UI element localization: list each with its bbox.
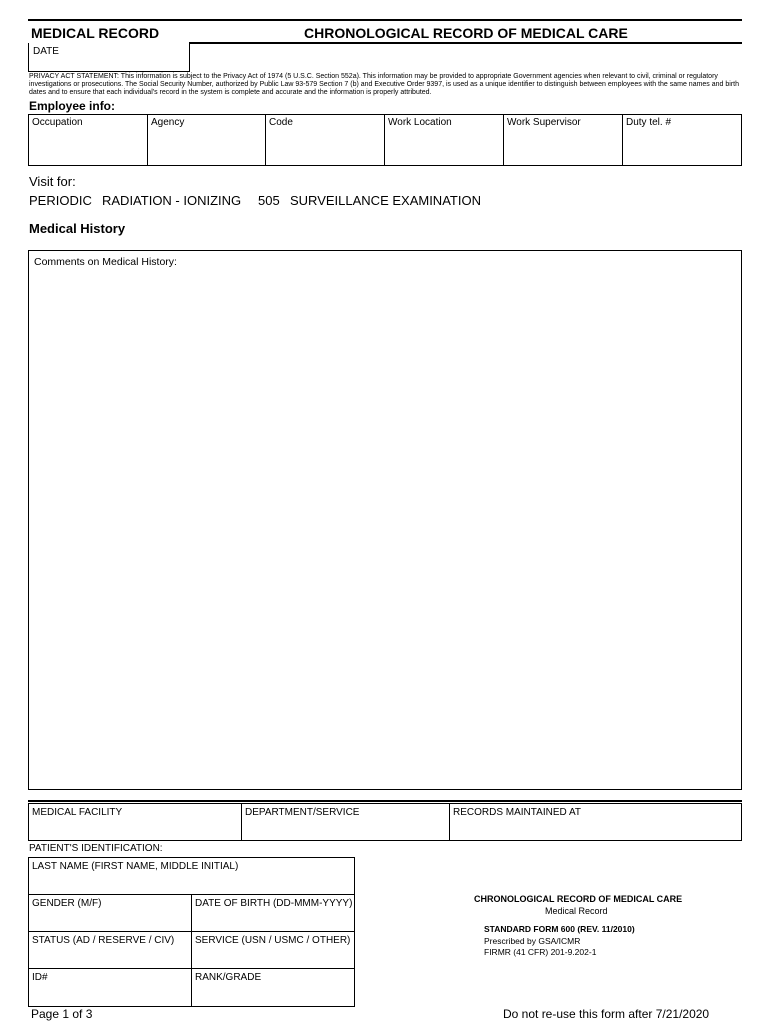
date-label: DATE — [33, 46, 59, 57]
form-info-subtitle: Medical Record — [545, 906, 608, 916]
code-field[interactable] — [265, 114, 385, 166]
visit-hazard: RADIATION - IONIZING — [102, 193, 242, 208]
department-label: DEPARTMENT/SERVICE — [245, 807, 360, 818]
firmr-reference: FIRMR (41 CFR) 201-9.202-1 — [484, 947, 597, 957]
agency-label: Agency — [151, 117, 185, 128]
records-maintained-label: RECORDS MAINTAINED AT — [453, 807, 581, 818]
employee-info-heading: Employee info: — [29, 99, 116, 113]
gender-label: GENDER (M/F) — [32, 898, 102, 909]
comments-label: Comments on Medical History: — [34, 256, 177, 268]
form-title: CHRONOLOGICAL RECORD OF MEDICAL CARE — [304, 25, 628, 41]
id-label: ID# — [32, 972, 48, 983]
status-field[interactable] — [28, 931, 192, 969]
dob-field[interactable] — [191, 894, 355, 932]
date-field[interactable] — [28, 43, 190, 71]
work-supervisor-field[interactable] — [503, 114, 623, 166]
reuse-notice: Do not re-use this form after 7/21/2020 — [503, 1007, 710, 1021]
work-supervisor-label: Work Supervisor — [507, 117, 581, 128]
page-number: Page 1 of 3 — [31, 1007, 93, 1021]
gender-field[interactable] — [28, 894, 192, 932]
standard-form-number: STANDARD FORM 600 (REV. 11/2010) — [484, 924, 635, 934]
privacy-act-statement: PRIVACY ACT STATEMENT: This information is subject to the Privacy Act of 1974 (5 U.S.C. Section 552a). This information may be provided to appropriate Government agencies when relevant to civil, criminal or regulatory investigations or prosecutions. The Social Security Number, authorized by Public Law 93-579 Section 7 (b) and Executive Order 9397, is used as a unique identifier to distinguish between employees with the same names and birth dates and to ensure that each individual's record in the system is complete and accurate and the information is properly attributed. — [29, 73, 739, 96]
medical-history-comments-box[interactable] — [28, 250, 742, 790]
occupation-label: Occupation — [32, 117, 83, 128]
duty-tel-label: Duty tel. # — [626, 117, 672, 128]
header-divider — [189, 42, 742, 44]
medical-history-heading: Medical History — [29, 221, 126, 236]
last-name-field[interactable] — [28, 857, 355, 895]
work-location-label: Work Location — [388, 117, 452, 128]
form-category-title: MEDICAL RECORD — [31, 25, 160, 41]
service-label: SERVICE (USN / USMC / OTHER) — [195, 935, 351, 946]
facility-top-rule — [28, 800, 742, 802]
visit-code: 505 — [258, 193, 280, 208]
rank-label: RANK/GRADE — [195, 972, 262, 983]
patient-id-label: PATIENT'S IDENTIFICATION: — [29, 843, 163, 854]
work-location-field[interactable] — [384, 114, 504, 166]
id-field[interactable] — [28, 968, 192, 1007]
visit-type: PERIODIC — [29, 193, 92, 208]
last-name-label: LAST NAME (FIRST NAME, MIDDLE INITIAL) — [32, 861, 239, 872]
rank-field[interactable] — [191, 968, 355, 1007]
visit-exam: SURVEILLANCE EXAMINATION — [290, 193, 481, 208]
dob-label: DATE OF BIRTH (DD-MMM-YYYY) — [195, 898, 353, 909]
visit-for-label: Visit for: — [29, 174, 76, 189]
prescribed-by: Prescribed by GSA/ICMR — [484, 936, 581, 946]
form-info-title: CHRONOLOGICAL RECORD OF MEDICAL CARE — [474, 894, 683, 904]
agency-field[interactable] — [147, 114, 266, 166]
occupation-field[interactable] — [28, 114, 148, 166]
medical-facility-field[interactable] — [28, 803, 242, 841]
code-label: Code — [269, 117, 293, 128]
department-field[interactable] — [241, 803, 450, 841]
date-bottom-rule — [28, 71, 190, 72]
top-rule — [28, 19, 742, 21]
records-maintained-field[interactable] — [449, 803, 742, 841]
duty-tel-field[interactable] — [622, 114, 742, 166]
status-label: STATUS (AD / RESERVE / CIV) — [32, 935, 175, 946]
service-field[interactable] — [191, 931, 355, 969]
medical-facility-label: MEDICAL FACILITY — [32, 807, 123, 818]
